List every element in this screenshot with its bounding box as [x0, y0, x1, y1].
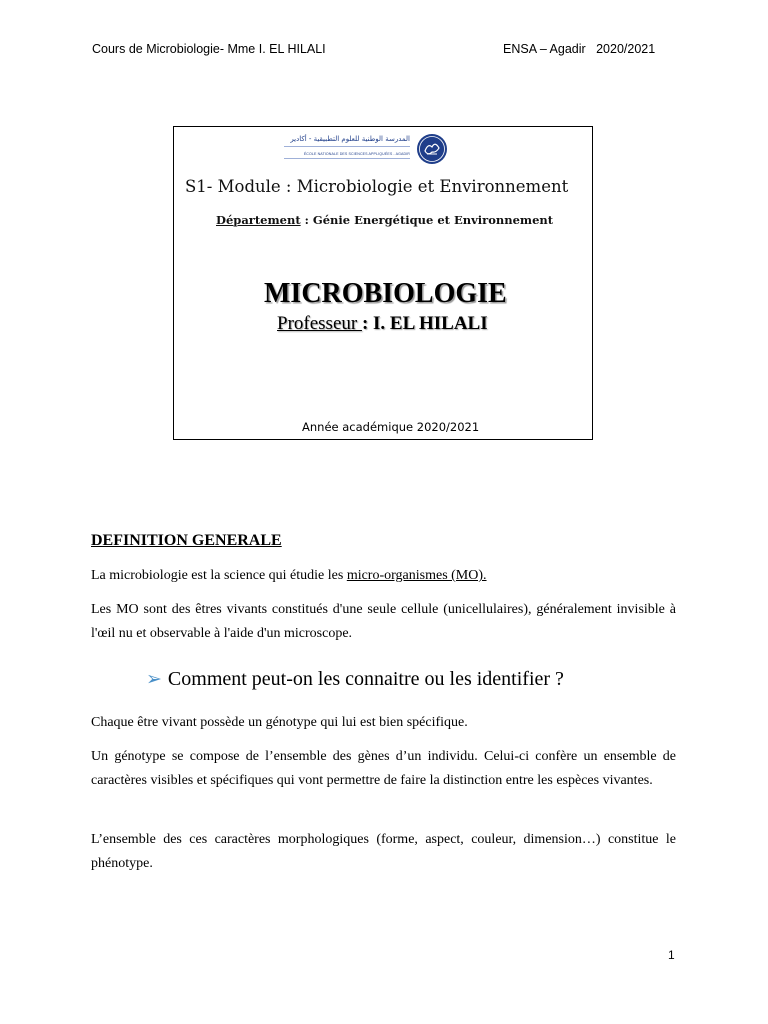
paragraph-1-text: La microbiologie est la science qui étudie les — [91, 568, 347, 583]
logo-french-text: ÉCOLE NATIONALE DES SCIENCES APPLIQUÉES - AGADIR — [303, 152, 410, 156]
header-right-text: ENSA – Agadir 2020/2021 — [503, 42, 656, 56]
cover-main-title: MICROBIOLOGIE — [264, 278, 507, 309]
question-heading — [146, 668, 564, 691]
logo-arabic-text: المدرسة الوطنية للعلوم التطبيقية - أكادير — [290, 135, 410, 143]
cover-box — [173, 126, 593, 440]
professor-name: : I. EL HILALI — [361, 313, 488, 334]
professor-line — [277, 313, 488, 335]
academic-year: Année académique 2020/2021 — [302, 420, 480, 434]
page-number: 1 — [668, 948, 675, 962]
paragraph-1 — [91, 564, 676, 588]
department-value: : Génie Energétique et Environnement — [300, 213, 554, 227]
micro-organisms-term: micro-organismes (MO). — [346, 568, 487, 583]
paragraph-5: L’ensemble des ces caractères morphologiques (forme, aspect, couleur, dimension…) constitue le phénotype. — [91, 832, 676, 871]
logo-divider — [284, 146, 410, 147]
department-line — [216, 213, 553, 227]
module-title: S1- Module : Microbiologie et Environnement — [185, 177, 569, 196]
department-label: Département — [216, 213, 301, 227]
logo-divider — [284, 158, 410, 159]
school-emblem-icon — [416, 133, 448, 165]
header-left-text: Cours de Microbiologie- Mme I. EL HILALI — [92, 42, 326, 56]
paragraph-2: Les MO sont des êtres vivants constitués d'une seule cellule (unicellulaires), généralement invisible à l'œil nu et observable à l'aide d'un microscope. — [91, 602, 676, 641]
section-title: DEFINITION GENERALE — [91, 532, 282, 549]
paragraph-3: Chaque être vivant possède un génotype qui lui est bien spécifique. — [91, 715, 468, 730]
school-logo — [284, 133, 452, 169]
arrow-bullet-icon: ➢ — [146, 669, 162, 690]
question-text: Comment peut-on les connaitre ou les identifier ? — [167, 668, 564, 690]
paragraph-4: Un génotype se compose de l’ensemble des gènes d’un individu. Celui-ci confère un ensemble de caractères visibles et spécifiques qui vont permettre de faire la distinction entre les espèces vivantes. — [91, 749, 676, 788]
professor-label: Professeur — [277, 313, 362, 334]
